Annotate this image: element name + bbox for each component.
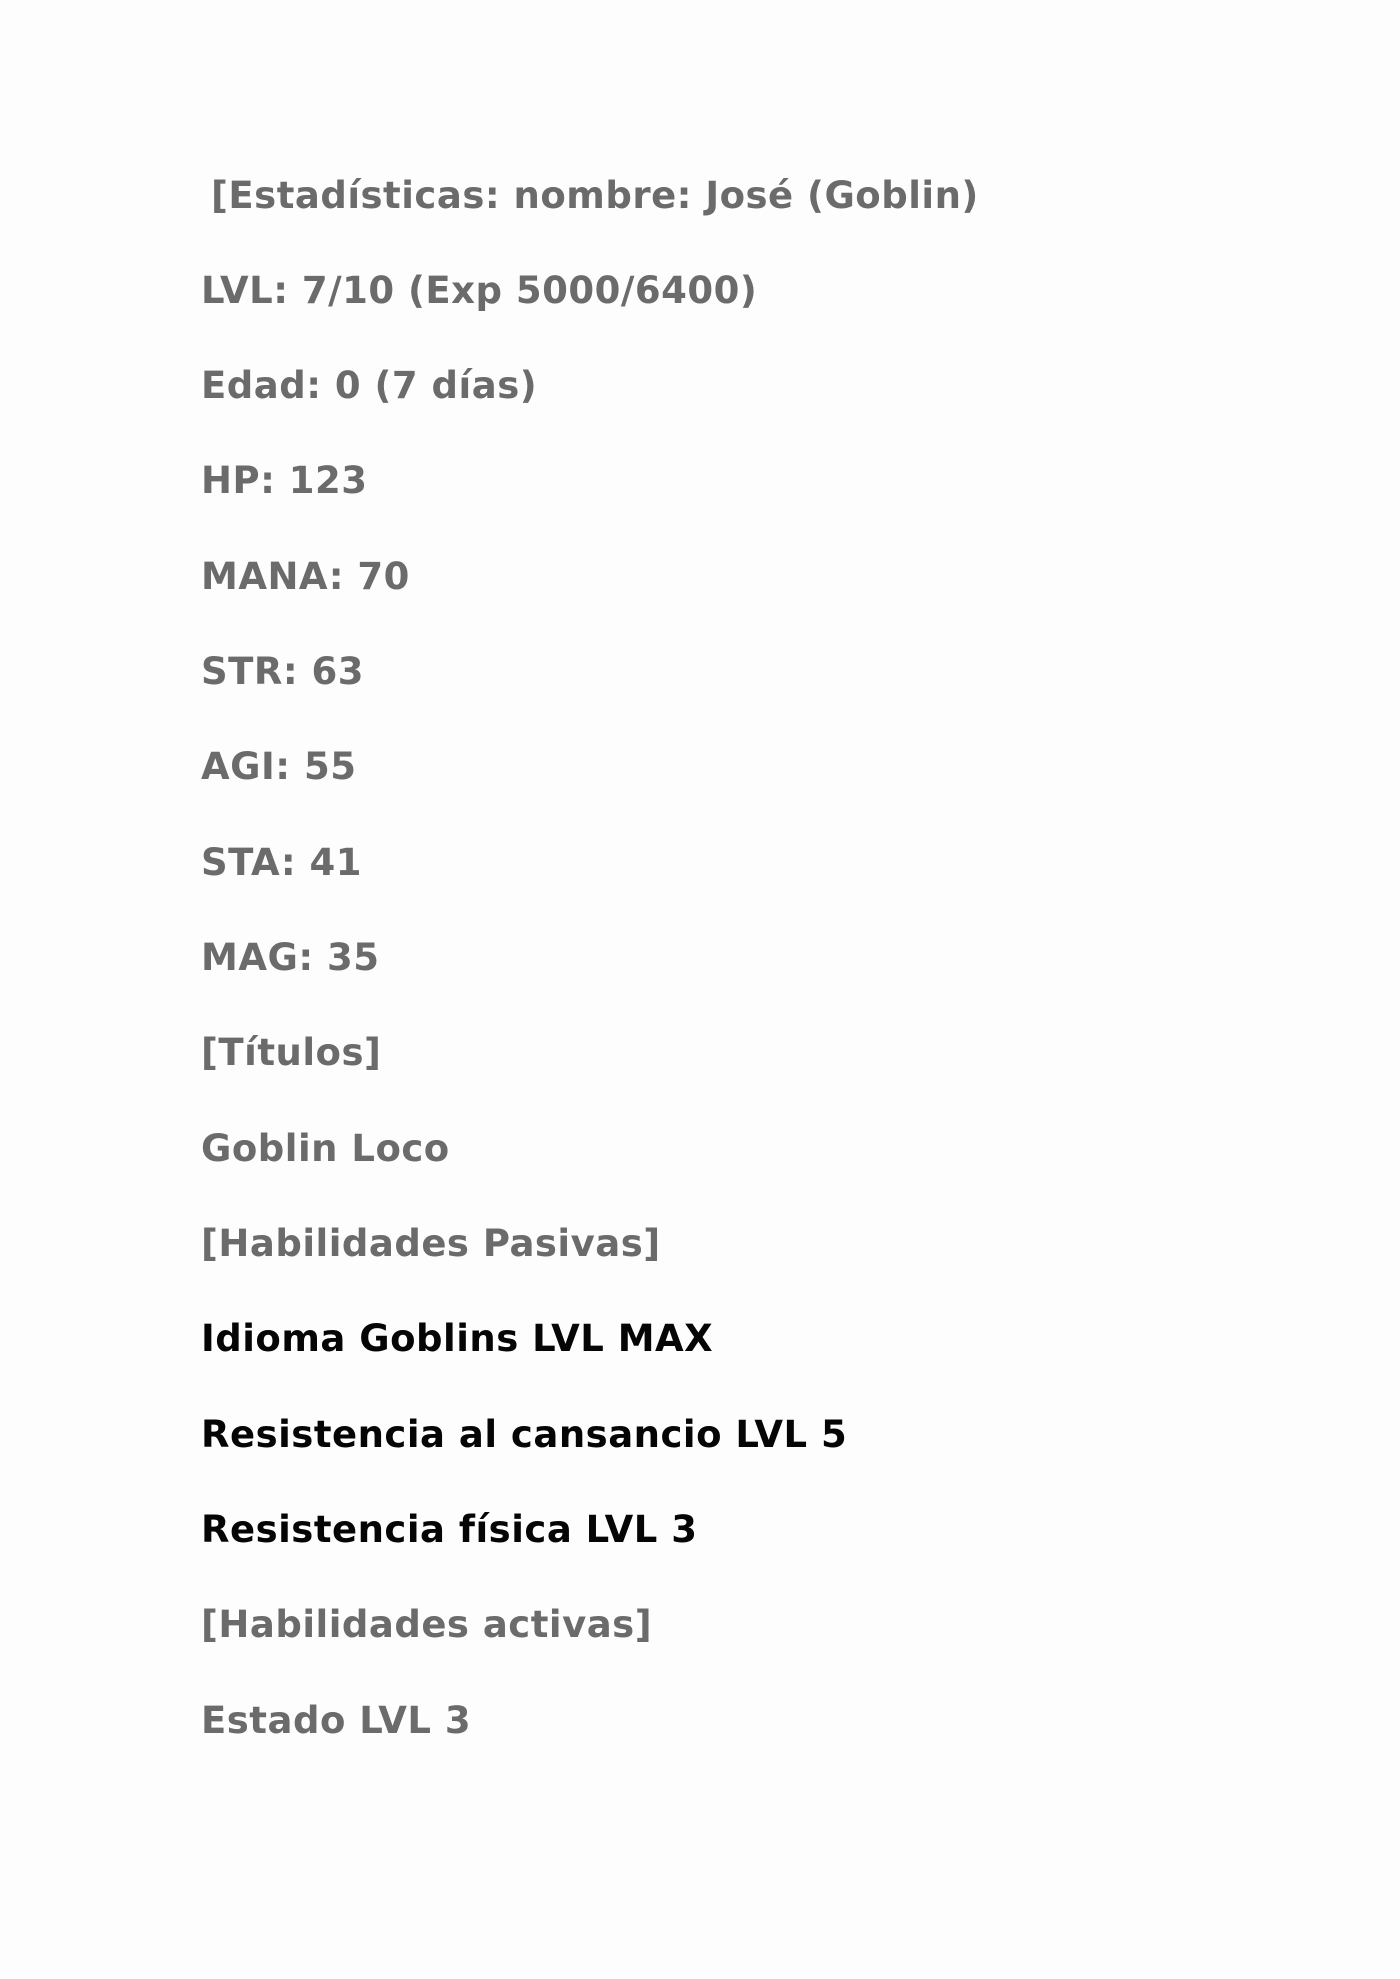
title-item: Goblin Loco (201, 1127, 450, 1170)
passive-skill-item: Resistencia física LVL 3 (201, 1508, 698, 1551)
passive-skill-item: Resistencia al cansancio LVL 5 (201, 1413, 848, 1456)
stat-str: STR: 63 (201, 650, 365, 693)
stat-level: LVL: 7/10 (Exp 5000/6400) (201, 269, 758, 312)
stat-age: Edad: 0 (7 días) (201, 364, 538, 407)
stat-mag: MAG: 35 (201, 936, 380, 979)
stat-sta: STA: 41 (201, 841, 363, 884)
active-skills-heading: [Habilidades activas] (201, 1603, 653, 1646)
titles-heading: [Títulos] (201, 1031, 382, 1074)
stat-mana: MANA: 70 (201, 555, 410, 598)
passive-skills-heading: [Habilidades Pasivas] (201, 1222, 661, 1265)
stat-hp: HP: 123 (201, 459, 368, 502)
stats-header: [Estadísticas: nombre: José (Goblin) (211, 174, 979, 217)
stat-agi: AGI: 55 (201, 745, 357, 788)
active-skill-item: Estado LVL 3 (201, 1699, 472, 1742)
passive-skill-item: Idioma Goblins LVL MAX (201, 1317, 714, 1360)
